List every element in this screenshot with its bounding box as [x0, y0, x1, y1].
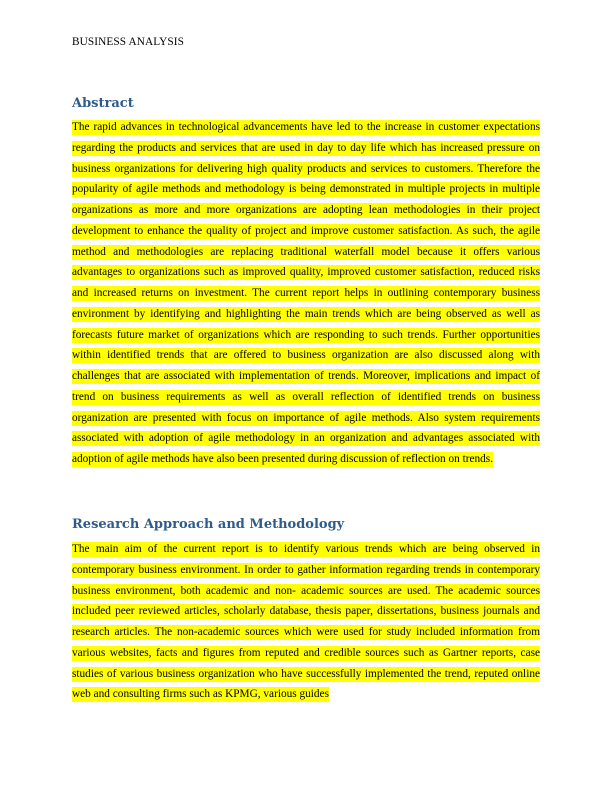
abstract-heading: Abstract [72, 96, 134, 111]
running-header: BUSINESS ANALYSIS [72, 36, 184, 48]
research-methodology-text: The main aim of the current report is to identify various trends which are being observed in contemporary business environment. In order to gather information regarding trends in contemporary business environment, both academic and non- academic sources are used. The academic sources included peer reviewed articles, scholarly database, thesis paper, dissertations, business journals and research articles. The non-academic sources which were used for study included information from various websites, facts and figures from reputed and credible sources such as Gartner reports, case studies of various business organization who have successfully implemented the trend, reputed online web and consulting firms such as KPMG, various guides [72, 543, 540, 701]
abstract-paragraph [72, 117, 540, 470]
abstract-text: The rapid advances in technological advancements have led to the increase in customer expectations regarding the products and services that are used in day to day life which has increased pressure on business organizations for delivering high quality products and services to customers. Therefore the popularity of agile methods and methodology is being demonstrated in multiple projects in multiple organizations as more and more organizations are adopting lean methodologies in their project development to enhance the quality of project and improve customer satisfaction. As such, the agile method and methodologies are replacing traditional waterfall model because it offers various advantages to organizations such as improved quality, improved customer satisfaction, reduced risks and increased returns on investment. The current report helps in outlining contemporary business environment by identifying and highlighting the main trends which are being observed as well as forecasts future market of organizations which are responding to such trends. Further opportunities within identified trends that are offered to business organization are also discussed along with challenges that are associated with implementation of trends. Moreover, implications and impact of trend on business requirements as well as overall reflection of identified trends on business organization are presented with focus on importance of agile methods. Also system requirements associated with adoption of agile methodology in an organization and advantages associated with adoption of agile methods have also been presented during discussion of reflection on trends. [72, 121, 540, 465]
research-methodology-heading: Research Approach and Methodology [72, 517, 345, 532]
research-methodology-paragraph [72, 539, 540, 705]
